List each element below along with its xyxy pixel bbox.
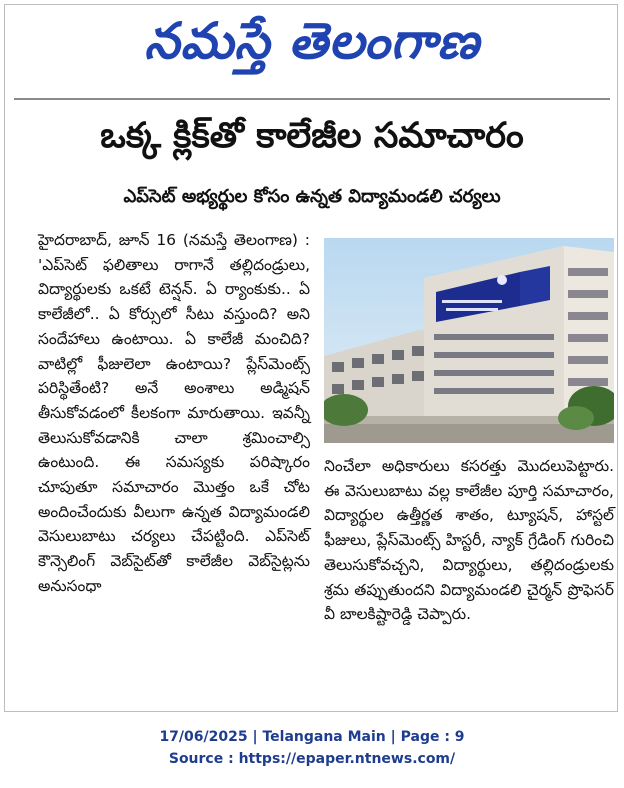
article-column-left bbox=[38, 228, 310, 599]
masthead bbox=[0, 8, 624, 74]
article-paragraph: నించేలా అధికారులు కసరత్తు మొదలుపెట్టారు. ఈ వెసులుబాటు వల్ల కాలేజీల పూర్తి సమాచారం, విద్యార్థుల ఉత్తీర్ణత శాతం, ట్యూషన్, హాస్టల్ ఫీజులు, ప్లేస్‌మెంట్స్ హిస్టరీ, న్యాక్ గ్రేడింగ్ గురించి తెలుసుకోవచ్చని, విద్యార్థులు, తల్లిదండ్రులకు శ్రమ తప్పుతుందని విద్యామండలి చైర్మన్ ప్రొఫెసర్ వీ బాలకిష్టారెడ్డి చెప్పారు. bbox=[324, 457, 614, 624]
article-subheadline: ఎప్‌సెట్ అభ్యర్థుల కోసం ఉన్నత విద్యామండలి చర్యలు bbox=[123, 186, 501, 207]
article-column-right bbox=[324, 454, 614, 627]
divider bbox=[14, 98, 610, 100]
masthead-title: నమస్తే తెలంగాణ bbox=[144, 11, 480, 70]
footer-date-line: 17/06/2025 | Telangana Main | Page : 9 bbox=[159, 729, 465, 745]
footer bbox=[0, 726, 624, 770]
building-photo bbox=[324, 238, 614, 443]
article-paragraph: హైదరాబాద్, జూన్ 16 (నమస్తే తెలంగాణ) : 'ఎప్‌సెట్ ఫలితాలు రాగానే తల్లిదండ్రులు, విద్యార్థులకు ఒకటే టెన్షన్. ఏ ర్యాంకుకు.. ఏ కాలేజీలో.. ఏ కోర్సులో సీటు వస్తుంది? అని సందేహాలు ఉంటాయి. ఏ కాలేజీ మంచిది? వాటిల్లో ఫీజులెలా ఉంటాయి? ప్లేస్‌మెంట్స్ పరిస్థితేంటి? అనే అంశాలు అడ్మిషన్ తీసుకోవడంలో కీలకంగా మారుతాయి. ఇవన్నీ తెలుసుకోవడానికి చాలా శ్రమించాల్సి ఉంటుంది. ఈ సమస్యకు పరిష్కారం చూపుతూ సమాచారం మొత్తం ఒకే చోట అందించేందుకు వీలుగా ఉన్నత విద్యామండలి వెసులుబాటు చర్యలు చేపట్టింది. ఎప్‌సెట్ కౌన్సెలింగ్ వెబ్‌సైట్‌తో కాలేజీల వెబ్‌సైట్లను అనుసంధా bbox=[38, 231, 310, 595]
article-headline: ఒక్క క్లిక్‌తో కాలేజీల సమాచారం bbox=[100, 116, 524, 156]
footer-source-line: Source : https://epaper.ntnews.com/ bbox=[168, 751, 456, 767]
